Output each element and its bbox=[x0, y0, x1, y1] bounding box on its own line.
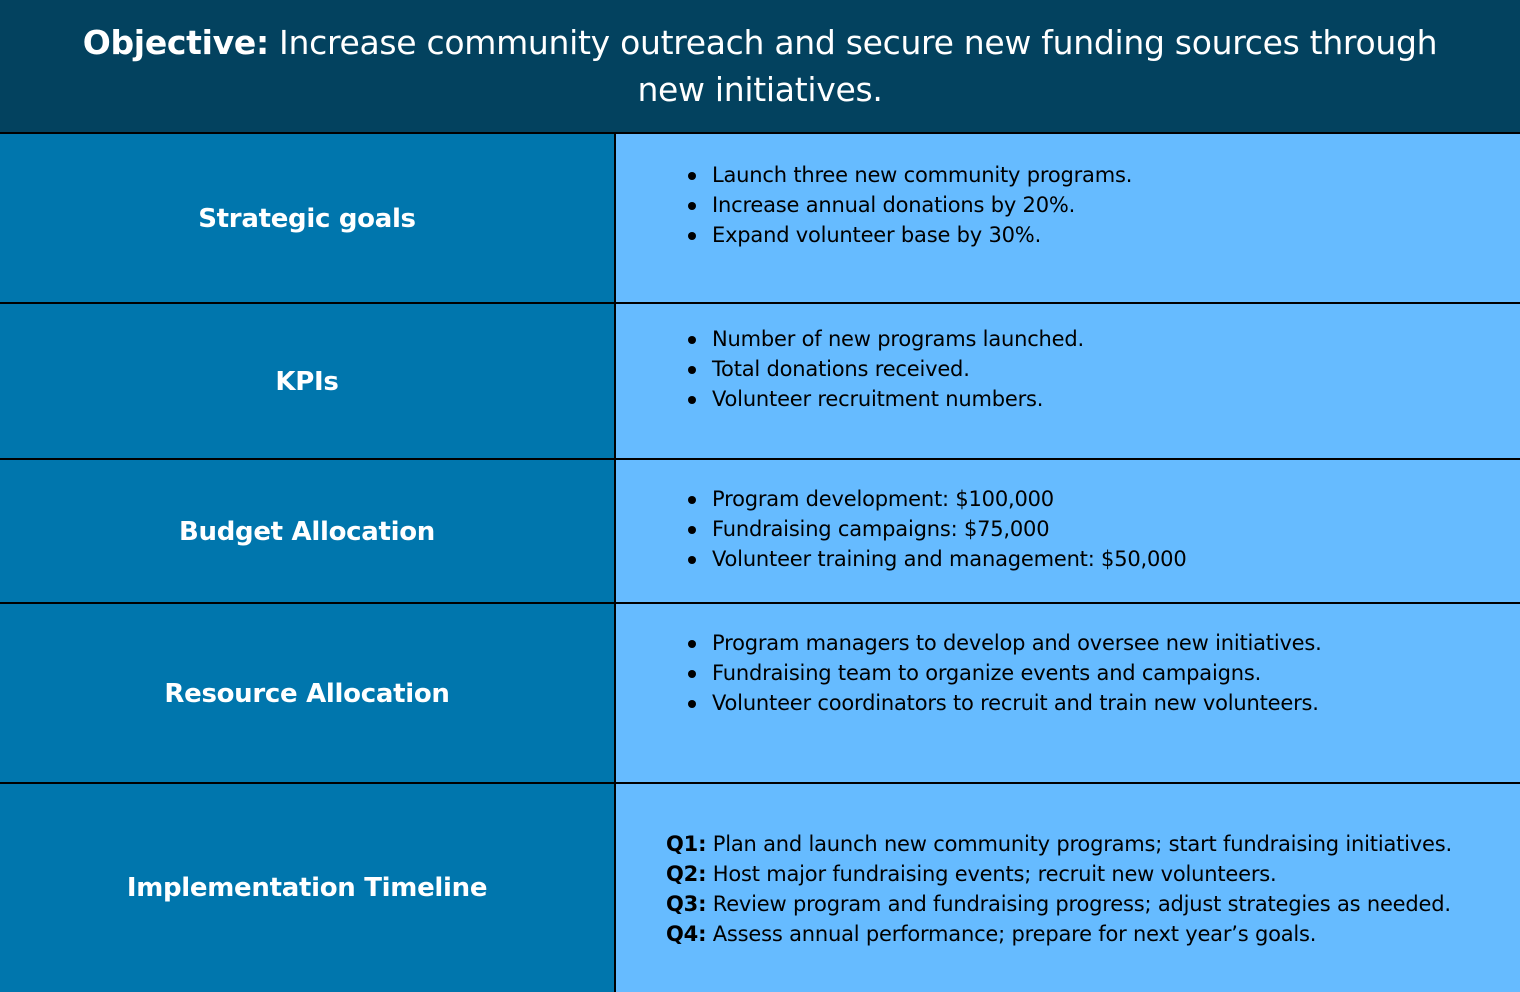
row-content bbox=[616, 304, 1520, 459]
list-item: Expand volunteer base by 30%. bbox=[688, 220, 1132, 250]
row-budget-allocation bbox=[0, 458, 1520, 603]
timeline-item-q4 bbox=[666, 919, 1452, 949]
row-label bbox=[0, 460, 616, 603]
list-item: Program managers to develop and oversee new initiatives. bbox=[688, 628, 1322, 658]
list-item: Fundraising team to organize events and campaigns. bbox=[688, 658, 1322, 688]
budget-allocation-label: Budget Allocation bbox=[178, 516, 436, 547]
objective-text: Increase community outreach and secure new funding sources through new initiatives. bbox=[279, 23, 1438, 109]
timeline-item-q3 bbox=[666, 889, 1452, 919]
list-item: Increase annual donations by 20%. bbox=[688, 190, 1132, 220]
list-item: Volunteer recruitment numbers. bbox=[688, 384, 1084, 414]
timeline-item-q2 bbox=[666, 859, 1452, 889]
quarter-label: Q1: bbox=[666, 832, 707, 856]
timeline-text: Assess annual performance; prepare for next year’s goals. bbox=[712, 922, 1317, 946]
row-kpis bbox=[0, 302, 1520, 459]
strategic-goals-label: Strategic goals bbox=[198, 203, 416, 234]
quarter-label: Q4: bbox=[666, 922, 707, 946]
objective-statement bbox=[70, 19, 1450, 113]
row-content bbox=[616, 784, 1520, 992]
row-strategic-goals bbox=[0, 132, 1520, 303]
list-item: Volunteer coordinators to recruit and train new volunteers. bbox=[688, 688, 1322, 718]
kpis-list bbox=[616, 324, 1084, 414]
row-content bbox=[616, 134, 1520, 303]
resource-allocation-list bbox=[616, 628, 1322, 718]
list-item: Total donations received. bbox=[688, 354, 1084, 384]
row-label bbox=[0, 784, 616, 992]
timeline-item-q1 bbox=[666, 829, 1452, 859]
row-content bbox=[616, 460, 1520, 603]
objective-label: Objective: bbox=[82, 23, 269, 62]
strategic-goals-list bbox=[616, 160, 1132, 250]
kpis-label: KPIs bbox=[275, 366, 339, 397]
objective-header bbox=[0, 0, 1520, 132]
resource-allocation-label: Resource Allocation bbox=[164, 678, 450, 709]
budget-allocation-list bbox=[616, 484, 1187, 574]
timeline-text: Host major fundraising events; recruit new volunteers. bbox=[712, 862, 1277, 886]
list-item: Fundraising campaigns: $75,000 bbox=[688, 514, 1187, 544]
list-item: Volunteer training and management: $50,000 bbox=[688, 544, 1187, 574]
row-label bbox=[0, 134, 616, 303]
timeline-text: Plan and launch new community programs; start fundraising initiatives. bbox=[712, 832, 1452, 856]
list-item: Launch three new community programs. bbox=[688, 160, 1132, 190]
row-content bbox=[616, 604, 1520, 783]
timeline-list bbox=[616, 829, 1492, 949]
list-item: Program development: $100,000 bbox=[688, 484, 1187, 514]
implementation-timeline-label: Implementation Timeline bbox=[126, 873, 488, 903]
quarter-label: Q2: bbox=[666, 862, 707, 886]
row-resource-allocation bbox=[0, 602, 1520, 783]
quarter-label: Q3: bbox=[666, 892, 707, 916]
timeline-text: Review program and fundraising progress; adjust strategies as needed. bbox=[712, 892, 1451, 916]
row-implementation-timeline bbox=[0, 782, 1520, 992]
row-label bbox=[0, 604, 616, 783]
row-label bbox=[0, 304, 616, 459]
list-item: Number of new programs launched. bbox=[688, 324, 1084, 354]
